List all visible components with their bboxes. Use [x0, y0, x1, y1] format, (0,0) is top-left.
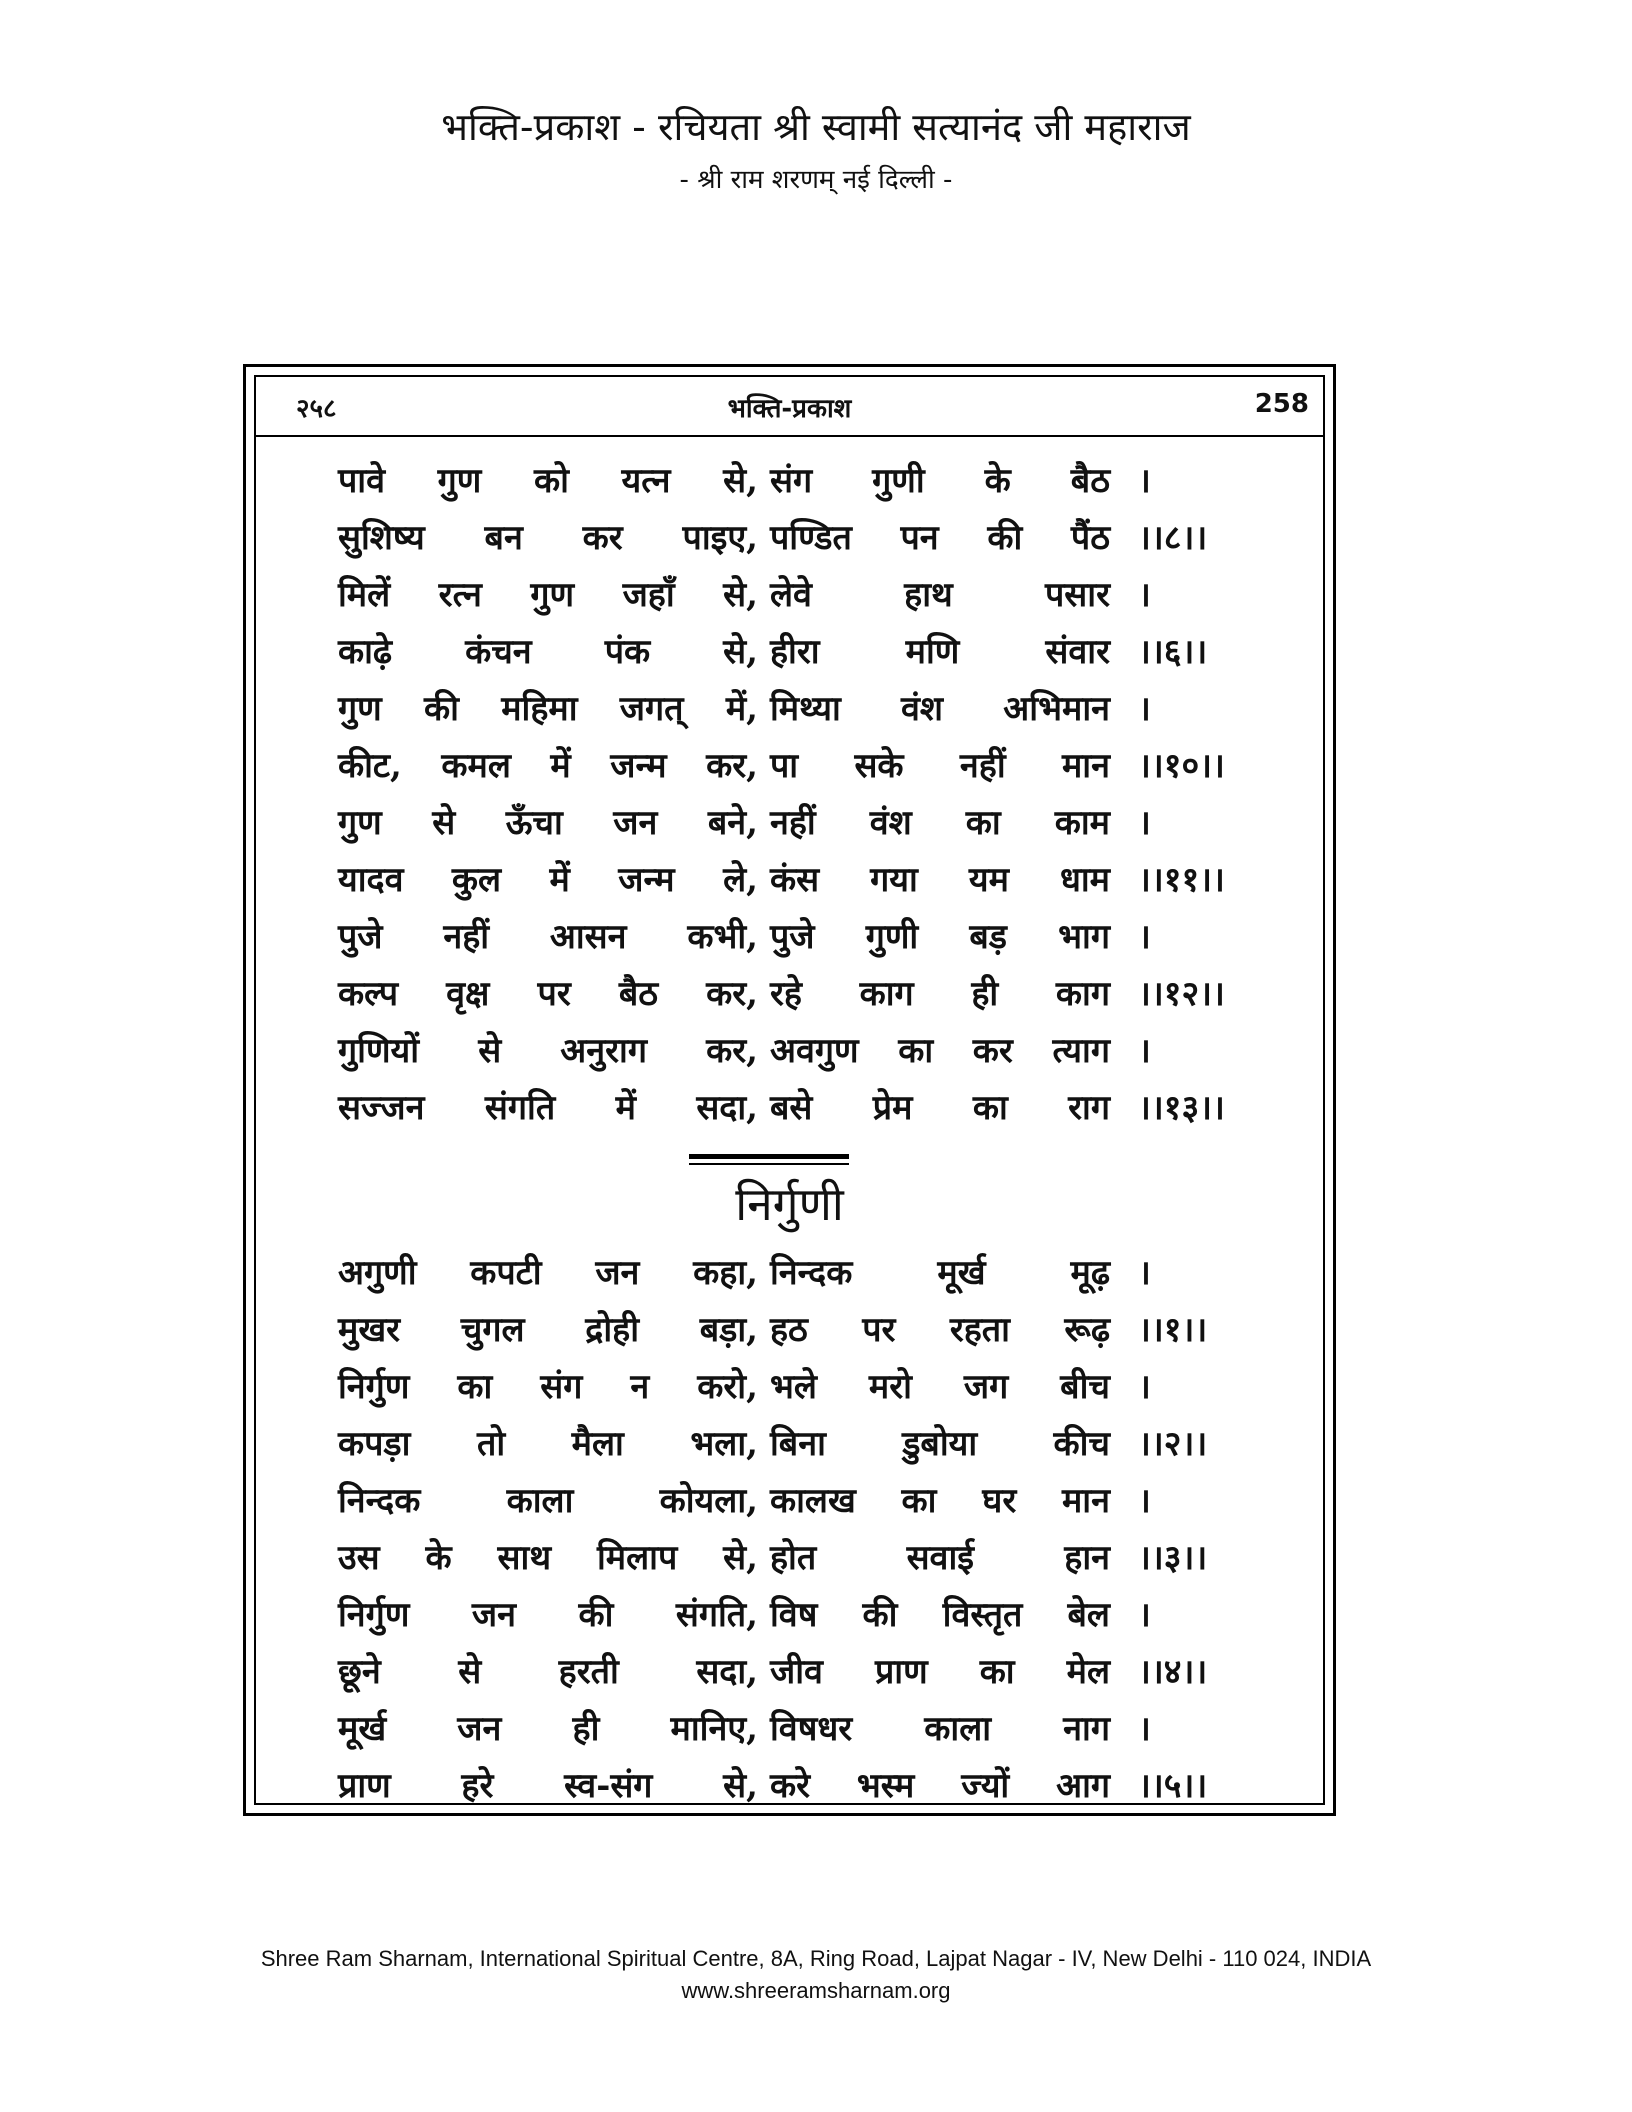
- verse-word: बड़: [969, 917, 1007, 957]
- verse-word: जगत्: [619, 689, 684, 729]
- verse-second-half: [770, 624, 1110, 680]
- verse-word: जन: [595, 1253, 640, 1293]
- verse-word: आग: [1056, 1766, 1110, 1806]
- page-number: 258: [1254, 389, 1309, 419]
- verse-word: काला: [506, 1481, 574, 1521]
- verse-word: जन्म: [618, 860, 675, 900]
- verse-word: करे: [770, 1766, 811, 1806]
- verse-word: रूढ़: [1064, 1310, 1110, 1350]
- verse-word: काग: [859, 974, 914, 1014]
- verse-word: सदा,: [696, 1088, 758, 1128]
- verse-word: अवगुण: [770, 1031, 859, 1071]
- verse-word: कंस: [770, 860, 820, 900]
- verse-line: [338, 1701, 1238, 1757]
- verse-word: कालख: [770, 1481, 856, 1521]
- section-title: निर्गुणी: [735, 1177, 844, 1231]
- verse-line: [338, 624, 1238, 680]
- verse-second-half: [770, 1302, 1110, 1358]
- verse-word: पसार: [1044, 575, 1110, 615]
- verse-first-half: [338, 909, 758, 965]
- verse-word: सदा,: [696, 1652, 758, 1692]
- verse-word: जहाँ: [622, 575, 675, 615]
- verse-word: में,: [725, 689, 758, 729]
- verse-word: कर,: [706, 974, 758, 1014]
- verse-word: में: [549, 860, 570, 900]
- verse-first-half: [338, 1416, 758, 1472]
- page-frame-inner: [254, 375, 1325, 1805]
- verse-second-half: [770, 795, 1110, 851]
- verse-line: [338, 1359, 1238, 1415]
- verse-marker: ।।८।।: [1138, 518, 1208, 558]
- verse-word: करो,: [697, 1367, 758, 1407]
- verse-word: जीव: [770, 1652, 823, 1692]
- verse-word: उस: [338, 1538, 380, 1578]
- verse-word: रत्न: [438, 575, 482, 615]
- verse-word: मुखर: [338, 1310, 401, 1350]
- verse-word: नहीं: [770, 803, 816, 843]
- verse-word: तो: [476, 1424, 506, 1464]
- verse-word: में: [615, 1088, 636, 1128]
- verse-first-half: [338, 1080, 758, 1136]
- verse-word: विष: [770, 1595, 818, 1635]
- verse-word: चुगल: [460, 1310, 525, 1350]
- verse-word: सज्जन: [338, 1088, 425, 1128]
- verse-word: प्रेम: [872, 1088, 913, 1128]
- verse-second-half: [770, 1701, 1110, 1757]
- verse-marker: ।: [1138, 917, 1151, 957]
- verse-word: ज्यों: [961, 1766, 1010, 1806]
- verse-word: डुबोया: [902, 1424, 978, 1464]
- footer-website: www.shreeramsharnam.org: [681, 1978, 951, 2003]
- verse-word: से,: [723, 632, 758, 672]
- verse-first-half: [338, 510, 758, 566]
- verse-marker: ।: [1138, 461, 1151, 501]
- verse-line: [338, 1473, 1238, 1529]
- verse-first-half: [338, 1530, 758, 1586]
- verse-marker: ।: [1138, 1031, 1151, 1071]
- verse-word: हीरा: [770, 632, 820, 672]
- verse-line: [338, 1416, 1238, 1472]
- verse-first-half: [338, 966, 758, 1022]
- page-header: [256, 377, 1323, 437]
- verse-word: के: [984, 461, 1011, 501]
- verse-word: रहता: [949, 1310, 1010, 1350]
- verse-word: नाग: [1063, 1709, 1110, 1749]
- verse-word: बने,: [707, 803, 758, 843]
- verse-second-half: [770, 738, 1110, 794]
- verse-word: जन: [613, 803, 658, 843]
- verse-word: काम: [1054, 803, 1110, 843]
- verse-line: [338, 852, 1238, 908]
- verse-word: भाग: [1058, 917, 1110, 957]
- verse-word: सके: [854, 746, 904, 786]
- verse-word: हान: [1064, 1538, 1110, 1578]
- verse-word: यादव: [338, 860, 404, 900]
- verse-word: मानिए,: [670, 1709, 758, 1749]
- verse-word: मूर्ख: [937, 1253, 986, 1293]
- verse-first-half: [338, 1359, 758, 1415]
- verse-word: वंश: [901, 689, 944, 729]
- verse-word: धाम: [1059, 860, 1110, 900]
- page-frame: [243, 364, 1336, 1816]
- verse-word: का: [965, 803, 1001, 843]
- section-divider-thick: [689, 1154, 849, 1159]
- verse-word: निर्गुण: [338, 1367, 410, 1407]
- verse-word: जन्म: [610, 746, 667, 786]
- verse-second-half: [770, 966, 1110, 1022]
- verse-word: प्राण: [874, 1652, 928, 1692]
- verse-word: पाइए,: [682, 518, 758, 558]
- verse-second-half: [770, 1245, 1110, 1301]
- verse-word: त्याग: [1052, 1031, 1110, 1071]
- verse-second-half: [770, 1080, 1110, 1136]
- verse-word: मूढ़: [1070, 1253, 1110, 1293]
- verse-word: का: [901, 1481, 937, 1521]
- verse-word: कपटी: [470, 1253, 542, 1293]
- verse-word: पन: [900, 518, 939, 558]
- verse-marker: ।: [1138, 1253, 1151, 1293]
- verse-word: बीच: [1060, 1367, 1110, 1407]
- verse-word: पुजे: [770, 917, 815, 957]
- verse-word: हरे: [461, 1766, 494, 1806]
- verse-word: संग: [540, 1367, 583, 1407]
- verse-word: द्रोही: [585, 1310, 640, 1350]
- verse-word: प्राण: [338, 1766, 391, 1806]
- verse-word: मिथ्या: [770, 689, 841, 729]
- verse-marker: ।।१०।।: [1138, 746, 1225, 786]
- verse-line: [338, 795, 1238, 851]
- verse-word: मेल: [1066, 1652, 1110, 1692]
- verse-word: ऊँचा: [505, 803, 563, 843]
- verse-word: कल्प: [338, 974, 399, 1014]
- verse-word: की: [424, 689, 459, 729]
- verse-word: हरती: [558, 1652, 619, 1692]
- verse-marker: ।।२।।: [1138, 1424, 1208, 1464]
- verse-first-half: [338, 738, 758, 794]
- verse-line: [338, 1023, 1238, 1079]
- verse-line: [338, 738, 1238, 794]
- verse-second-half: [770, 681, 1110, 737]
- verse-marker: ।: [1138, 1709, 1151, 1749]
- verse-word: हठ: [770, 1310, 808, 1350]
- verse-word: गुण: [338, 803, 382, 843]
- verse-line: [338, 1245, 1238, 1301]
- verse-marker: ।।३।।: [1138, 1538, 1208, 1578]
- verse-word: कर: [582, 518, 623, 558]
- verse-first-half: [338, 1245, 758, 1301]
- verse-word: मान: [1061, 746, 1110, 786]
- verse-word: बसे: [770, 1088, 813, 1128]
- verse-first-half: [338, 567, 758, 623]
- verse-second-half: [770, 1644, 1110, 1700]
- verse-line: [338, 453, 1238, 509]
- verse-word: से,: [723, 461, 758, 501]
- verse-word: संवार: [1045, 632, 1110, 672]
- verse-word: गुण: [338, 689, 382, 729]
- verse-word: नहीं: [443, 917, 490, 957]
- verse-word: की: [578, 1595, 614, 1635]
- verse-word: राग: [1068, 1088, 1110, 1128]
- verse-word: कर: [972, 1031, 1013, 1071]
- verse-line: [338, 966, 1238, 1022]
- running-title: भक्ति-प्रकाश: [727, 394, 852, 424]
- verse-marker: ।: [1138, 1367, 1151, 1407]
- verse-marker: ।: [1138, 689, 1151, 729]
- verse-word: गुणी: [872, 461, 925, 501]
- verse-word: गुण: [530, 575, 575, 615]
- verse-word: निर्गुण: [338, 1595, 410, 1635]
- verse-word: लेवे: [770, 575, 812, 615]
- verse-word: नहीं: [959, 746, 1006, 786]
- verse-word: गुण: [437, 461, 482, 501]
- verse-marker: ।।१२।।: [1138, 974, 1225, 1014]
- verse-word: का: [972, 1088, 1008, 1128]
- verse-marker: ।: [1138, 803, 1151, 843]
- verse-word: मिलाप: [596, 1538, 678, 1578]
- verse-word: विषधर: [770, 1709, 853, 1749]
- verse-word: बड़ा,: [699, 1310, 758, 1350]
- verse-marker: ।।१।।: [1138, 1310, 1208, 1350]
- verse-first-half: [338, 1644, 758, 1700]
- verse-word: कुल: [451, 860, 502, 900]
- verse-word: पैंठ: [1070, 518, 1110, 558]
- verse-first-half: [338, 1758, 758, 1814]
- verse-second-half: [770, 1023, 1110, 1079]
- verse-word: महिमा: [501, 689, 578, 729]
- verse-word: भस्म: [856, 1766, 915, 1806]
- verse-marker: ।।११।।: [1138, 860, 1225, 900]
- verse-word: के: [425, 1538, 452, 1578]
- verse-second-half: [770, 567, 1110, 623]
- verse-word: कीट,: [338, 746, 402, 786]
- verse-word: जन: [471, 1595, 516, 1635]
- verse-word: कहा,: [693, 1253, 758, 1293]
- verse-word: ही: [971, 974, 999, 1014]
- verse-word: छूने: [338, 1652, 381, 1692]
- verse-word: बैठ: [1070, 461, 1110, 501]
- verse-word: की: [987, 518, 1023, 558]
- verse-second-half: [770, 1530, 1110, 1586]
- verse-first-half: [338, 1473, 758, 1529]
- verse-word: मान: [1061, 1481, 1110, 1521]
- verse-marker: ।: [1138, 1481, 1151, 1521]
- verse-word: विस्तृत: [942, 1595, 1023, 1635]
- verse-word: अगुणी: [338, 1253, 417, 1293]
- verse-word: गुणियों: [338, 1031, 420, 1071]
- verse-second-half: [770, 510, 1110, 566]
- footer-address: Shree Ram Sharnam, International Spiritual Centre, 8A, Ring Road, Lajpat Nagar - IV, New Delhi - 110 024, INDIA: [260, 1946, 1372, 1971]
- verse-word: बिना: [770, 1424, 826, 1464]
- verse-word: कोयला,: [659, 1481, 758, 1521]
- verse-word: बन: [484, 518, 523, 558]
- verse-word: कंचन: [465, 632, 532, 672]
- verse-word: मूर्ख: [338, 1709, 387, 1749]
- verse-word: सुशिष्य: [338, 518, 425, 558]
- verse-line: [338, 1302, 1238, 1358]
- verse-word: पर: [862, 1310, 896, 1350]
- verse-word: वंश: [869, 803, 912, 843]
- verse-word: का: [457, 1367, 493, 1407]
- verse-second-half: [770, 1587, 1110, 1643]
- verse-line: [338, 1587, 1238, 1643]
- verse-word: यम: [968, 860, 1009, 900]
- verse-line: [338, 1080, 1238, 1136]
- verse-word: आसन: [549, 917, 627, 957]
- verse-line: [338, 1644, 1238, 1700]
- verse-word: से,: [723, 1766, 758, 1806]
- verse-first-half: [338, 795, 758, 851]
- verse-word: कमल: [441, 746, 511, 786]
- verse-word: से: [478, 1031, 502, 1071]
- verse-word: काला: [924, 1709, 992, 1749]
- verse-word: पुजे: [338, 917, 383, 957]
- verse-first-half: [338, 1587, 758, 1643]
- verse-second-half: [770, 1473, 1110, 1529]
- verse-word: कर,: [706, 1031, 758, 1071]
- verse-word: जन: [457, 1709, 502, 1749]
- verse-first-half: [338, 1302, 758, 1358]
- verse-word: का: [979, 1652, 1015, 1692]
- verse-word: वृक्ष: [446, 974, 490, 1014]
- verse-word: कभी,: [687, 917, 758, 957]
- verse-word: से,: [723, 575, 758, 615]
- verse-second-half: [770, 852, 1110, 908]
- verse-word: से: [458, 1652, 482, 1692]
- verse-word: काढ़े: [338, 632, 393, 672]
- verse-marker: ।: [1138, 575, 1151, 615]
- verse-word: साथ: [497, 1538, 552, 1578]
- section-divider-thin: [689, 1163, 849, 1165]
- verse-first-half: [338, 1701, 758, 1757]
- verse-word: मणि: [905, 632, 960, 672]
- verse-word: पर: [537, 974, 571, 1014]
- verse-word: गुणी: [865, 917, 919, 957]
- verse-first-half: [338, 1023, 758, 1079]
- verse-marker: ।।५।।: [1138, 1766, 1208, 1806]
- verse-word: बैठ: [618, 974, 659, 1014]
- verse-word: ले,: [723, 860, 758, 900]
- verse-word: को: [533, 461, 569, 501]
- verse-second-half: [770, 1416, 1110, 1472]
- verse-word: में: [550, 746, 571, 786]
- verse-word: संगति: [484, 1088, 556, 1128]
- verse-word: मिलें: [338, 575, 391, 615]
- verse-word: बेल: [1067, 1595, 1110, 1635]
- document-subtitle: - श्री राम शरणम् नई दिल्ली -: [679, 165, 953, 195]
- verse-word: पावे: [338, 461, 386, 501]
- page-number-hindi: २५८: [296, 394, 337, 424]
- verse-word: सवाई: [906, 1538, 974, 1578]
- verse-word: काग: [1055, 974, 1110, 1014]
- verse-word: भले: [770, 1367, 817, 1407]
- verse-second-half: [770, 1359, 1110, 1415]
- verse-first-half: [338, 681, 758, 737]
- verse-word: यत्न: [621, 461, 671, 501]
- verse-second-half: [770, 453, 1110, 509]
- verse-word: संगति,: [675, 1595, 758, 1635]
- verse-word: मरो: [868, 1367, 912, 1407]
- verse-line: [338, 909, 1238, 965]
- verse-word: कपड़ा: [338, 1424, 411, 1464]
- verse-word: भला,: [690, 1424, 758, 1464]
- verse-word: अनुराग: [560, 1031, 647, 1071]
- verse-word: पा: [770, 746, 799, 786]
- verse-first-half: [338, 453, 758, 509]
- document-title: भक्ति-प्रकाश - रचियता श्री स्वामी सत्यानंद जी महाराज: [441, 105, 1191, 149]
- verse-word: होत: [770, 1538, 817, 1578]
- verse-line: [338, 1530, 1238, 1586]
- verse-word: निन्दक: [770, 1253, 853, 1293]
- verse-word: हाथ: [904, 575, 953, 615]
- verse-first-half: [338, 624, 758, 680]
- verse-marker: ।: [1138, 1595, 1151, 1635]
- verse-word: रहे: [770, 974, 802, 1014]
- verse-word: से: [432, 803, 456, 843]
- verse-word: ही: [572, 1709, 600, 1749]
- verse-marker: ।।४।।: [1138, 1652, 1208, 1692]
- verse-word: मैला: [571, 1424, 624, 1464]
- verse-second-half: [770, 909, 1110, 965]
- verse-marker: ।।६।।: [1138, 632, 1208, 672]
- verse-word: पण्डित: [770, 518, 852, 558]
- verse-line: [338, 510, 1238, 566]
- verse-word: घर: [982, 1481, 1017, 1521]
- verse-line: [338, 681, 1238, 737]
- verse-first-half: [338, 852, 758, 908]
- verse-word: संग: [770, 461, 813, 501]
- verse-word: का: [898, 1031, 934, 1071]
- verse-line: [338, 567, 1238, 623]
- verse-word: स्व-संग: [564, 1766, 653, 1806]
- verse-marker: ।।१३।।: [1138, 1088, 1225, 1128]
- verse-word: गया: [870, 860, 918, 900]
- verse-word: जग: [963, 1367, 1009, 1407]
- verse-word: की: [862, 1595, 898, 1635]
- verse-second-half: [770, 1758, 1110, 1814]
- verse-line: [338, 1758, 1238, 1814]
- verse-word: न: [630, 1367, 650, 1407]
- verse-word: पंक: [604, 632, 651, 672]
- verse-word: कर,: [706, 746, 758, 786]
- verse-word: अभिमान: [1003, 689, 1110, 729]
- verse-word: से,: [723, 1538, 758, 1578]
- verse-word: निन्दक: [338, 1481, 421, 1521]
- verse-word: कीच: [1053, 1424, 1110, 1464]
